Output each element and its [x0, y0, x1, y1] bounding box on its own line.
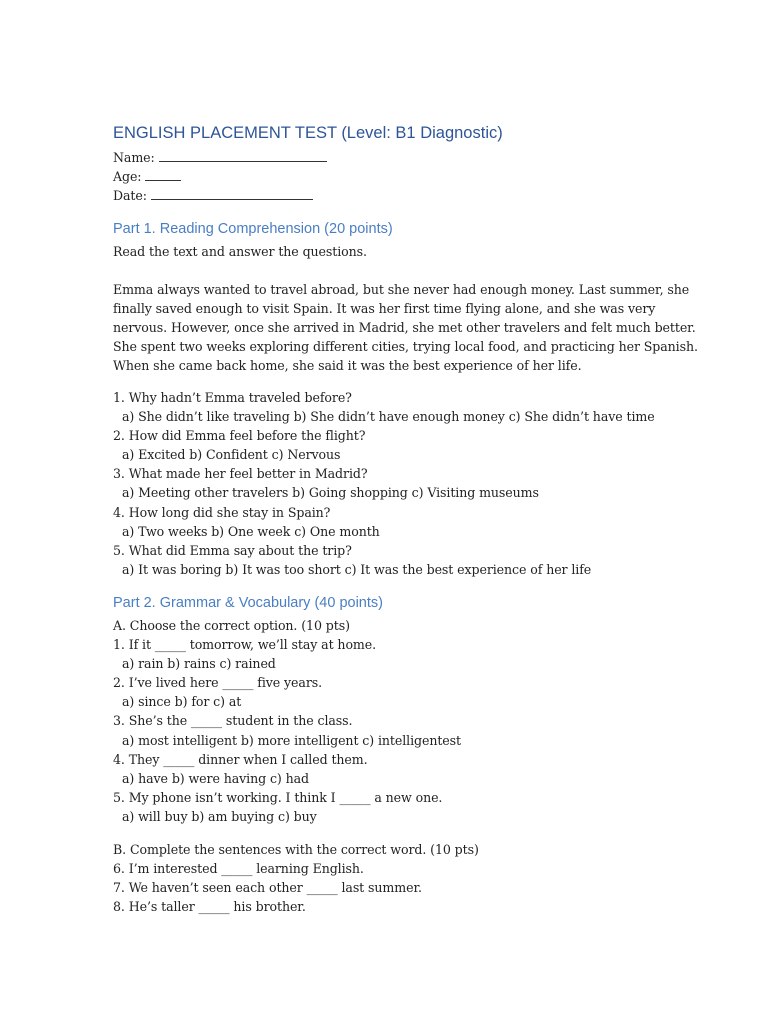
question-text: 1. Why hadn’t Emma traveled before? — [113, 390, 352, 405]
name-blank — [159, 149, 327, 162]
passage-line: finally saved enough to visit Spain. It was her first time flying alone, and she was very — [113, 301, 656, 317]
question-text: 5. My phone isn’t working. I think I _____ a new one. — [113, 789, 443, 805]
question-options: a) It was boring b) It was too short c) It was the best experience of her life — [122, 561, 592, 577]
question-options: a) will buy b) am buying c) buy — [122, 808, 317, 824]
question-text: 4. They _____ dinner when I called them. — [113, 751, 368, 767]
document-title: ENGLISH PLACEMENT TEST (Level: B1 Diagnostic) — [113, 124, 503, 142]
date-line — [113, 186, 673, 205]
age-label: Age: — [113, 169, 146, 185]
passage-line: Emma always wanted to travel abroad, but she never had enough money. Last summer, she — [113, 282, 690, 297]
question-text: 3. She’s the _____ student in the class. — [113, 713, 353, 729]
question-text: 2. I’ve lived here _____ five years. — [113, 675, 323, 691]
part2-section-b — [113, 840, 673, 916]
reading-passage — [113, 280, 698, 375]
part2-heading: Part 2. Grammar & Vocabulary (40 points) — [113, 595, 383, 611]
date-blank — [151, 187, 313, 200]
passage-line: When she came back home, she said it was the best experience of her life. — [113, 358, 582, 374]
sentence-item: 8. He’s taller _____ his brother. — [113, 899, 306, 915]
age-line — [113, 167, 673, 186]
age-blank — [145, 168, 181, 181]
question-options: a) since b) for c) at — [122, 694, 242, 710]
question-text: 1. If it _____ tomorrow, we’ll stay at home. — [113, 637, 377, 653]
section-a-instruction: A. Choose the correct option. (10 pts) — [113, 618, 350, 633]
question-options: a) have b) were having c) had — [122, 770, 309, 786]
question-options: a) rain b) rains c) rained — [122, 656, 276, 672]
question-options: a) Two weeks b) One week c) One month — [122, 523, 380, 539]
name-line — [113, 148, 673, 167]
part1-questions — [113, 388, 673, 579]
question-text: 5. What did Emma say about the trip? — [113, 542, 352, 558]
question-text: 2. How did Emma feel before the flight? — [113, 428, 366, 444]
part1-instruction-block — [113, 242, 673, 261]
question-text: 4. How long did she stay in Spain? — [113, 504, 331, 520]
question-options: a) Meeting other travelers b) Going shopping c) Visiting museums — [122, 485, 539, 501]
question-options: a) She didn’t like traveling b) She didn’t have enough money c) She didn’t have time — [122, 409, 655, 425]
part1-instruction: Read the text and answer the questions. — [113, 244, 367, 259]
question-text: 3. What made her feel better in Madrid? — [113, 466, 368, 482]
student-info — [113, 148, 673, 205]
question-options: a) Excited b) Confident c) Nervous — [122, 447, 341, 463]
question-options: a) most intelligent b) more intelligent c) intelligentest — [122, 732, 461, 748]
date-label: Date: — [113, 188, 151, 204]
sentence-item: 6. I’m interested _____ learning English. — [113, 861, 364, 877]
section-b-instruction: B. Complete the sentences with the correct word. (10 pts) — [113, 842, 479, 857]
sentence-item: 7. We haven’t seen each other _____ last summer. — [113, 880, 422, 896]
part2-section-a — [113, 616, 673, 826]
part1-heading: Part 1. Reading Comprehension (20 points) — [113, 221, 393, 237]
passage-line: nervous. However, once she arrived in Madrid, she met other travelers and felt much better. — [113, 320, 696, 336]
name-label: Name: — [113, 150, 159, 165]
passage-line: She spent two weeks exploring different cities, trying local food, and practicing her Spanish. — [113, 339, 698, 355]
